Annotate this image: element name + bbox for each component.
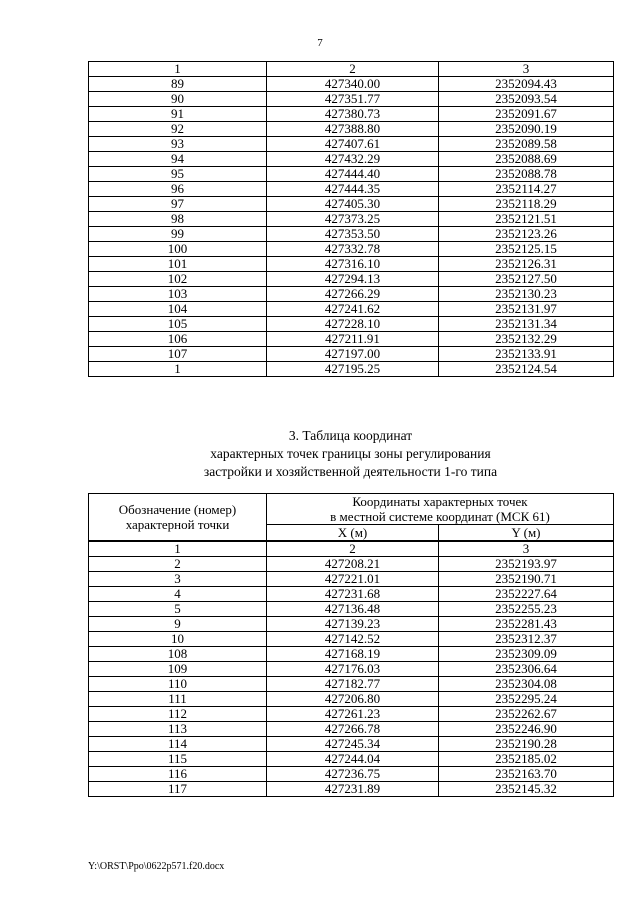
x-coordinate-cell: 427195.25	[267, 362, 439, 377]
point-number-cell: 112	[89, 707, 267, 722]
x-coordinate-cell: 427236.75	[267, 767, 439, 782]
section-title-line: застройки и хозяйственной деятельности 1-го типа	[203, 464, 498, 479]
point-number-cell: 102	[89, 272, 267, 287]
table-row	[89, 122, 614, 137]
column-number-row	[89, 62, 614, 77]
table-row	[89, 557, 614, 572]
point-number-cell: 95	[89, 167, 267, 182]
y-coordinate-cell: 2352133.91	[439, 347, 614, 362]
x-coordinate-cell: 427197.00	[267, 347, 439, 362]
x-coordinate-cell: 427316.10	[267, 257, 439, 272]
point-number-cell: 91	[89, 107, 267, 122]
header-row	[89, 494, 614, 525]
table-row	[89, 332, 614, 347]
x-coordinate-cell: 427351.77	[267, 92, 439, 107]
x-coordinate-cell: 427211.91	[267, 332, 439, 347]
y-coordinate-cell: 2352118.29	[439, 197, 614, 212]
table-row	[89, 572, 614, 587]
point-number-cell: 94	[89, 152, 267, 167]
point-number-cell: 105	[89, 317, 267, 332]
point-designation-header	[89, 494, 267, 542]
table-row	[89, 77, 614, 92]
point-number-cell: 110	[89, 677, 267, 692]
y-coordinate-cell: 2352309.09	[439, 647, 614, 662]
column-number-cell: 3	[439, 541, 614, 557]
y-coordinate-cell: 2352227.64	[439, 587, 614, 602]
table2-body	[89, 541, 614, 797]
x-coordinate-cell: 427241.62	[267, 302, 439, 317]
y-coordinate-cell: 2352126.31	[439, 257, 614, 272]
point-number-cell: 104	[89, 302, 267, 317]
y-coordinate-cell: 2352114.27	[439, 182, 614, 197]
y-coordinate-cell: 2352124.54	[439, 362, 614, 377]
point-number-cell: 100	[89, 242, 267, 257]
point-number-cell: 5	[89, 602, 267, 617]
table-row	[89, 197, 614, 212]
y-coordinate-cell: 2352306.64	[439, 662, 614, 677]
y-coordinate-cell: 2352091.67	[439, 107, 614, 122]
x-coordinate-cell: 427444.40	[267, 167, 439, 182]
point-number-cell: 93	[89, 137, 267, 152]
table-row	[89, 107, 614, 122]
point-number-cell: 101	[89, 257, 267, 272]
point-number-cell: 96	[89, 182, 267, 197]
x-coordinate-cell: 427340.00	[267, 77, 439, 92]
table-row	[89, 662, 614, 677]
y-coordinate-cell: 2352125.15	[439, 242, 614, 257]
x-coordinate-cell: 427266.29	[267, 287, 439, 302]
x-coordinate-cell: 427294.13	[267, 272, 439, 287]
x-coordinate-cell: 427444.35	[267, 182, 439, 197]
table-row	[89, 362, 614, 377]
y-coordinate-cell: 2352131.97	[439, 302, 614, 317]
y-coordinate-cell: 2352089.58	[439, 137, 614, 152]
header-line: характерной точки	[125, 517, 230, 532]
x-coordinate-cell: 427266.78	[267, 722, 439, 737]
table-row	[89, 707, 614, 722]
y-coordinate-cell: 2352088.78	[439, 167, 614, 182]
table-row	[89, 647, 614, 662]
column-number-cell: 2	[267, 541, 439, 557]
table-row	[89, 632, 614, 647]
y-coordinate-cell: 2352145.32	[439, 782, 614, 797]
table-row	[89, 302, 614, 317]
point-number-cell: 98	[89, 212, 267, 227]
y-coordinate-cell: 2352193.97	[439, 557, 614, 572]
point-number-cell: 106	[89, 332, 267, 347]
y-coordinate-cell: 2352304.08	[439, 677, 614, 692]
x-coordinate-cell: 427332.78	[267, 242, 439, 257]
x-coordinate-cell: 427405.30	[267, 197, 439, 212]
x-coordinate-cell: 427353.50	[267, 227, 439, 242]
x-coordinate-cell: 427231.89	[267, 782, 439, 797]
point-number-cell: 115	[89, 752, 267, 767]
section-title	[88, 427, 613, 481]
x-coordinate-cell: 427182.77	[267, 677, 439, 692]
y-coordinate-cell: 2352130.23	[439, 287, 614, 302]
table-row	[89, 227, 614, 242]
x-coordinate-cell: 427373.25	[267, 212, 439, 227]
y-coordinate-cell: 2352088.69	[439, 152, 614, 167]
column-number-row	[89, 541, 614, 557]
x-coordinate-cell: 427244.04	[267, 752, 439, 767]
point-number-cell: 9	[89, 617, 267, 632]
y-coordinate-cell: 2352127.50	[439, 272, 614, 287]
x-coordinate-cell: 427136.48	[267, 602, 439, 617]
table-row	[89, 182, 614, 197]
coordinates-table-continued	[88, 61, 614, 377]
x-coordinate-cell: 427432.29	[267, 152, 439, 167]
point-number-cell: 89	[89, 77, 267, 92]
point-number-cell: 108	[89, 647, 267, 662]
point-number-cell: 109	[89, 662, 267, 677]
table-row	[89, 587, 614, 602]
x-coordinate-cell: 427208.21	[267, 557, 439, 572]
table-row	[89, 317, 614, 332]
x-coordinate-cell: 427261.23	[267, 707, 439, 722]
footer-file-path: Y:\ORST\Ppo\0622p571.f20.docx	[88, 861, 225, 872]
y-coordinate-cell: 2352094.43	[439, 77, 614, 92]
column-number-cell: 3	[439, 62, 614, 77]
x-coordinate-cell: 427407.61	[267, 137, 439, 152]
point-number-cell: 116	[89, 767, 267, 782]
coordinates-group-header	[267, 494, 614, 525]
point-number-cell: 3	[89, 572, 267, 587]
table-row	[89, 287, 614, 302]
y-coordinate-cell: 2352255.23	[439, 602, 614, 617]
y-coordinate-cell: 2352090.19	[439, 122, 614, 137]
table-row	[89, 242, 614, 257]
y-coordinate-cell: 2352132.29	[439, 332, 614, 347]
point-number-cell: 1	[89, 362, 267, 377]
y-coordinate-cell: 2352093.54	[439, 92, 614, 107]
y-coordinate-cell: 2352131.34	[439, 317, 614, 332]
point-number-cell: 10	[89, 632, 267, 647]
coordinates-table-zone-1	[88, 493, 614, 797]
y-coordinate-cell: 2352246.90	[439, 722, 614, 737]
table-row	[89, 767, 614, 782]
y-coordinate-cell: 2352190.28	[439, 737, 614, 752]
table-row	[89, 692, 614, 707]
y-coordinate-cell: 2352295.24	[439, 692, 614, 707]
table-row	[89, 152, 614, 167]
table-row	[89, 677, 614, 692]
x-coordinate-cell: 427231.68	[267, 587, 439, 602]
table-row	[89, 602, 614, 617]
table-row	[89, 212, 614, 227]
column-number-cell: 1	[89, 541, 267, 557]
y-header: Y (м)	[439, 525, 614, 542]
table-row	[89, 137, 614, 152]
x-coordinate-cell: 427221.01	[267, 572, 439, 587]
x-coordinate-cell: 427380.73	[267, 107, 439, 122]
x-header: X (м)	[267, 525, 439, 542]
header-line: в местной системе координат (МСК 61)	[330, 509, 550, 524]
y-coordinate-cell: 2352185.02	[439, 752, 614, 767]
y-coordinate-cell: 2352123.26	[439, 227, 614, 242]
x-coordinate-cell: 427142.52	[267, 632, 439, 647]
y-coordinate-cell: 2352121.51	[439, 212, 614, 227]
x-coordinate-cell: 427388.80	[267, 122, 439, 137]
table-row	[89, 722, 614, 737]
table-row	[89, 92, 614, 107]
page-number: 7	[317, 37, 323, 49]
x-coordinate-cell: 427206.80	[267, 692, 439, 707]
point-number-cell: 113	[89, 722, 267, 737]
point-number-cell: 114	[89, 737, 267, 752]
x-coordinate-cell: 427228.10	[267, 317, 439, 332]
x-coordinate-cell: 427176.03	[267, 662, 439, 677]
y-coordinate-cell: 2352163.70	[439, 767, 614, 782]
point-number-cell: 103	[89, 287, 267, 302]
point-number-cell: 97	[89, 197, 267, 212]
point-number-cell: 107	[89, 347, 267, 362]
table-row	[89, 752, 614, 767]
column-number-cell: 2	[267, 62, 439, 77]
header-line: Координаты характерных точек	[352, 494, 528, 509]
column-number-cell: 1	[89, 62, 267, 77]
table-row	[89, 617, 614, 632]
table-row	[89, 782, 614, 797]
y-coordinate-cell: 2352262.67	[439, 707, 614, 722]
point-number-cell: 2	[89, 557, 267, 572]
table-row	[89, 272, 614, 287]
table-row	[89, 347, 614, 362]
point-number-cell: 111	[89, 692, 267, 707]
x-coordinate-cell: 427168.19	[267, 647, 439, 662]
y-coordinate-cell: 2352190.71	[439, 572, 614, 587]
table-row	[89, 737, 614, 752]
section-title-line: характерных точек границы зоны регулирования	[210, 446, 491, 461]
point-number-cell: 99	[89, 227, 267, 242]
point-number-cell: 117	[89, 782, 267, 797]
x-coordinate-cell: 427139.23	[267, 617, 439, 632]
point-number-cell: 4	[89, 587, 267, 602]
point-number-cell: 92	[89, 122, 267, 137]
section-title-line: 3. Таблица координат	[288, 428, 413, 443]
header-line: Обозначение (номер)	[118, 502, 237, 517]
point-number-cell: 90	[89, 92, 267, 107]
y-coordinate-cell: 2352281.43	[439, 617, 614, 632]
table-row	[89, 167, 614, 182]
y-coordinate-cell: 2352312.37	[439, 632, 614, 647]
table-row	[89, 257, 614, 272]
x-coordinate-cell: 427245.34	[267, 737, 439, 752]
table1-body	[89, 77, 614, 377]
